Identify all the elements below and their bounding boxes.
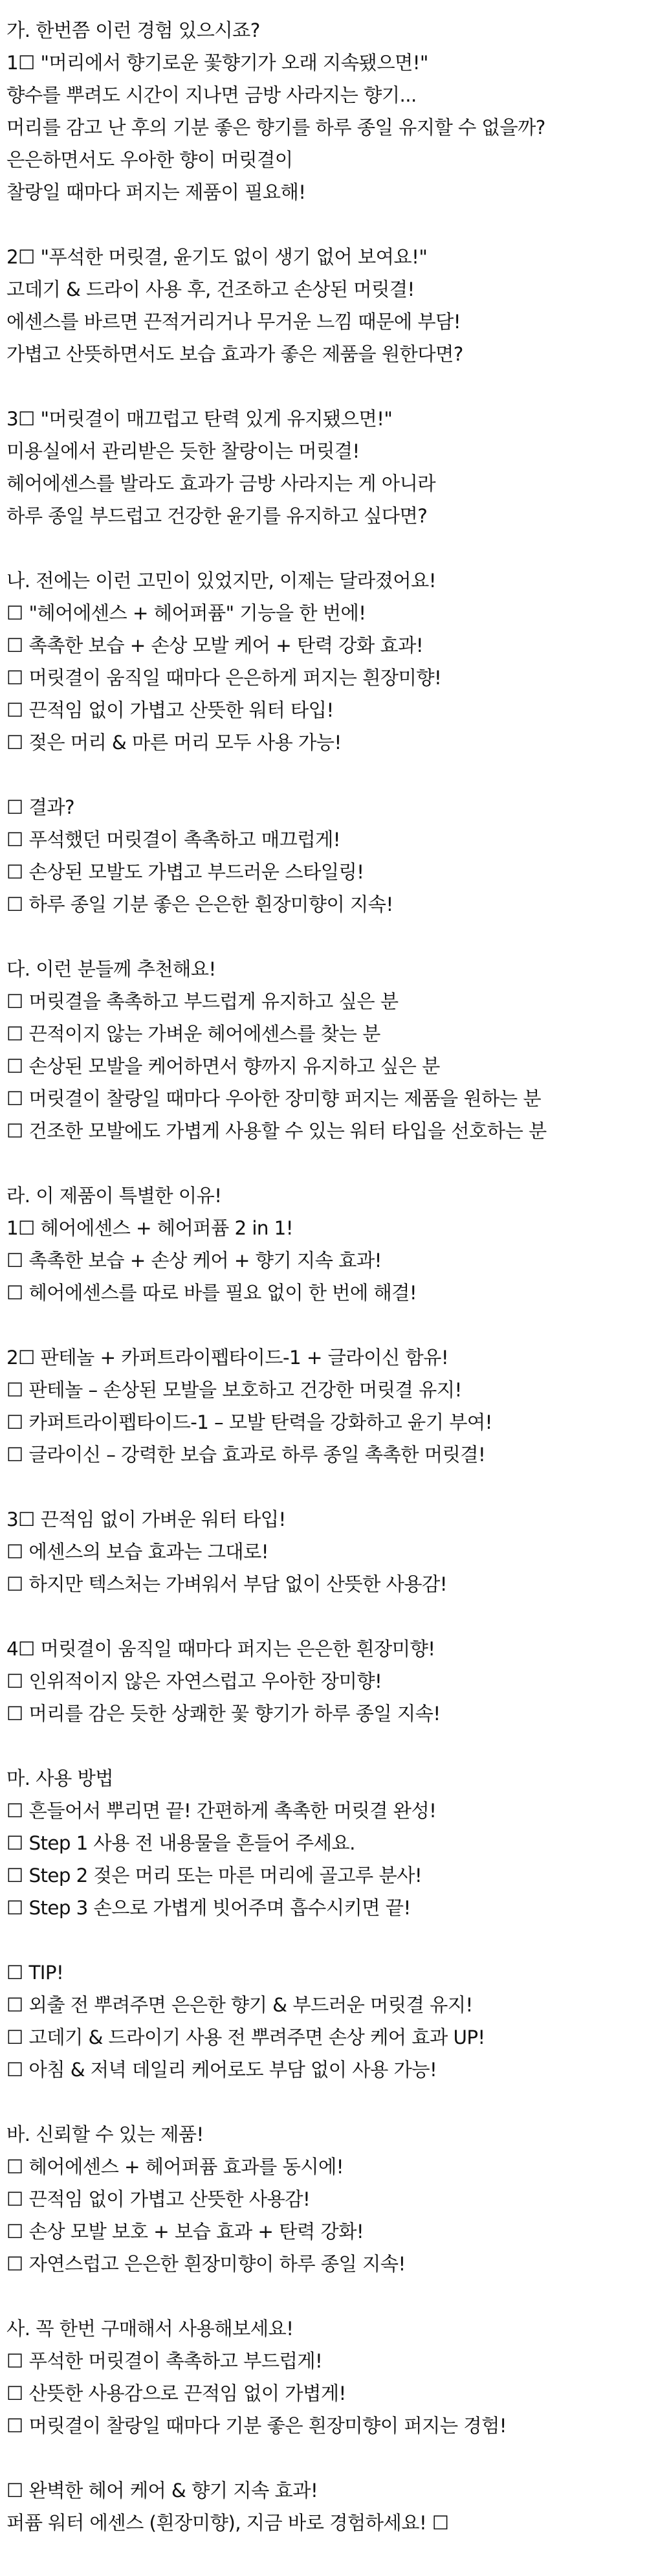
text-line: ☐ 글라이신 – 강력한 보습 효과로 하루 종일 촉촉한 머릿결!: [6, 1444, 486, 1466]
text-line: 다. 이런 분들께 추천해요!: [6, 958, 216, 980]
paragraph-10: [6, 1633, 644, 1730]
text-line: 찰랑일 때마다 퍼지는 제품이 필요해!: [6, 181, 306, 203]
text-line: 3☐ 끈적임 없이 가벼운 워터 타입!: [6, 1508, 286, 1530]
paragraph-9: [6, 1503, 644, 1600]
paragraph-7: [6, 1180, 644, 1309]
text-line: ☐ 완벽한 헤어 케어 & 향기 지속 효과!: [6, 2480, 318, 2502]
text-line: 4☐ 머릿결이 움직일 때마다 퍼지는 은은한 흰장미향!: [6, 1638, 435, 1660]
paragraph-gap: [6, 532, 644, 565]
text-line: 2☐ "푸석한 머릿결, 윤기도 없이 생기 없어 보여요!": [6, 246, 428, 268]
text-line: ☐ 헤어에센스 + 헤어퍼퓸 효과를 동시에!: [6, 2156, 344, 2178]
text-line: ☐ 머리를 감은 듯한 상쾌한 꽃 향기가 하루 종일 지속!: [6, 1703, 441, 1725]
text-line: 머리를 감고 난 후의 기분 좋은 향기를 하루 종일 유지할 수 없을까?: [6, 117, 545, 139]
text-line: ☐ Step 3 손으로 가볍게 빗어주며 흡수시키면 끝!: [6, 1897, 411, 1919]
text-line: 2☐ 판테놀 + 카퍼트라이펩타이드-1 + 글라이신 함유!: [6, 1347, 449, 1369]
text-line: 바. 신뢰할 수 있는 제품!: [6, 2123, 204, 2145]
text-line: ☐ 산뜻한 사용감으로 끈적임 없이 가볍게!: [6, 2382, 346, 2404]
paragraph-gap: [6, 1147, 644, 1180]
text-line: 퍼퓸 워터 에센스 (흰장미향), 지금 바로 경험하세요! ☐: [6, 2512, 449, 2534]
text-line: ☐ 아침 & 저녁 데일리 케어로도 부담 없이 사용 가능!: [6, 2059, 437, 2081]
text-line: 3☐ "머릿결이 매끄럽고 탄력 있게 유지됐으면!": [6, 408, 393, 430]
text-line: 헤어에센스를 발라도 효과가 금방 사라지는 게 아니라: [6, 473, 436, 495]
paragraph-gap: [6, 1924, 644, 1956]
text-line: ☐ 젖은 머리 & 마른 머리 모두 사용 가능!: [6, 732, 342, 754]
paragraph-6: [6, 953, 644, 1147]
text-line: ☐ 흔들어서 뿌리면 끝! 간편하게 촉촉한 머릿결 완성!: [6, 1800, 437, 1822]
text-line: ☐ 에센스의 보습 효과는 그대로!: [6, 1541, 269, 1563]
text-line: ☐ 고데기 & 드라이기 사용 전 뿌려주면 손상 케어 효과 UP!: [6, 2026, 485, 2048]
text-line: ☐ 촉촉한 보습 + 손상 케어 + 향기 지속 효과!: [6, 1249, 382, 1271]
text-line: 하루 종일 부드럽고 건강한 윤기를 유지하고 싶다면?: [6, 505, 428, 527]
text-line: ☐ 손상된 모발도 가볍고 부드러운 스타일링!: [6, 861, 364, 883]
product-description-document: [6, 14, 644, 2539]
text-line: ☐ 푸석했던 머릿결이 촉촉하고 매끄럽게!: [6, 829, 340, 851]
paragraph-2: [6, 241, 644, 370]
text-line: ☐ 하지만 텍스처는 가벼워서 부담 없이 산뜻한 사용감!: [6, 1573, 447, 1595]
paragraph-gap: [6, 208, 644, 241]
text-line: ☐ 손상 모발 보호 + 보습 효과 + 탄력 강화!: [6, 2221, 364, 2243]
text-line: 은은하면서도 우아한 향이 머릿결이: [6, 149, 293, 171]
paragraph-gap: [6, 1471, 644, 1503]
text-line: ☐ 머릿결이 찰랑일 때마다 기분 좋은 흰장미향이 퍼지는 경험!: [6, 2415, 507, 2437]
text-line: ☐ Step 1 사용 전 내용물을 흔들어 주세요.: [6, 1832, 355, 1854]
text-line: 1☐ "머리에서 향기로운 꽃향기가 오래 지속됐으면!": [6, 52, 428, 74]
text-line: ☐ 머릿결이 찰랑일 때마다 우아한 장미향 퍼지는 제품을 원하는 분: [6, 1088, 541, 1110]
paragraph-gap: [6, 1309, 644, 1341]
text-line: 향수를 뿌려도 시간이 지나면 금방 사라지는 향기...: [6, 84, 417, 106]
paragraph-15: [6, 2474, 644, 2539]
paragraph-14: [6, 2313, 644, 2442]
text-line: 사. 꼭 한번 구매해서 사용해보세요!: [6, 2318, 294, 2340]
text-line: ☐ 하루 종일 기분 좋은 은은한 흰장미향이 지속!: [6, 893, 393, 915]
text-line: ☐ 결과?: [6, 796, 74, 818]
paragraph-8: [6, 1341, 644, 1471]
text-line: ☐ 건조한 모발에도 가볍게 사용할 수 있는 워터 타입을 선호하는 분: [6, 1120, 547, 1142]
text-line: ☐ 머릿결이 움직일 때마다 은은하게 퍼지는 흰장미향!: [6, 667, 442, 689]
text-line: 미용실에서 관리받은 듯한 찰랑이는 머릿결!: [6, 440, 360, 462]
text-line: ☐ 푸석한 머릿결이 촉촉하고 부드럽게!: [6, 2350, 323, 2372]
paragraph-gap: [6, 2280, 644, 2313]
paragraph-11: [6, 1762, 644, 1924]
text-line: ☐ 끈적임 없이 가볍고 산뜻한 워터 타입!: [6, 699, 334, 721]
paragraph-gap: [6, 370, 644, 403]
text-line: 나. 전에는 이런 고민이 있었지만, 이제는 달라졌어요!: [6, 570, 436, 592]
text-line: 에센스를 바르면 끈적거리거나 무거운 느낌 때문에 부담!: [6, 311, 461, 333]
text-line: 라. 이 제품이 특별한 이유!: [6, 1185, 222, 1207]
paragraph-4: [6, 565, 644, 759]
paragraph-5: [6, 791, 644, 921]
paragraph-gap: [6, 2086, 644, 2118]
text-line: 고데기 & 드라이 사용 후, 건조하고 손상된 머릿결!: [6, 278, 415, 300]
paragraph-gap: [6, 1730, 644, 1762]
text-line: ☐ 자연스럽고 은은한 흰장미향이 하루 종일 지속!: [6, 2253, 406, 2275]
text-line: ☐ 인위적이지 않은 자연스럽고 우아한 장미향!: [6, 1670, 382, 1692]
text-line: ☐ 촉촉한 보습 + 손상 모발 케어 + 탄력 강화 효과!: [6, 634, 424, 656]
paragraph-1: [6, 14, 644, 208]
text-line: ☐ TIP!: [6, 1962, 64, 1984]
paragraph-12: [6, 1956, 644, 2086]
text-line: 가볍고 산뜻하면서도 보습 효과가 좋은 제품을 원한다면?: [6, 343, 463, 365]
paragraph-13: [6, 2118, 644, 2280]
text-line: ☐ 끈적임 없이 가볍고 산뜻한 사용감!: [6, 2188, 311, 2210]
text-line: 1☐ 헤어에센스 + 헤어퍼퓸 2 in 1!: [6, 1217, 293, 1239]
paragraph-gap: [6, 759, 644, 791]
paragraph-gap: [6, 921, 644, 953]
paragraph-gap: [6, 2442, 644, 2474]
text-line: ☐ 끈적이지 않는 가벼운 헤어에센스를 찾는 분: [6, 1023, 380, 1045]
paragraph-gap: [6, 1600, 644, 1633]
text-line: 마. 사용 방법: [6, 1767, 113, 1789]
text-line: 가. 한번쯤 이런 경험 있으시죠?: [6, 19, 260, 41]
text-line: ☐ 손상된 모발을 케어하면서 향까지 유지하고 싶은 분: [6, 1055, 440, 1077]
text-line: ☐ 카퍼트라이펩타이드-1 – 모발 탄력을 강화하고 윤기 부여!: [6, 1411, 492, 1433]
text-line: ☐ 판테놀 – 손상된 모발을 보호하고 건강한 머릿결 유지!: [6, 1379, 462, 1401]
text-line: ☐ Step 2 젖은 머리 또는 마른 머리에 골고루 분사!: [6, 1865, 422, 1887]
paragraph-3: [6, 403, 644, 532]
text-line: ☐ 헤어에센스를 따로 바를 필요 없이 한 번에 해결!: [6, 1282, 417, 1304]
text-line: ☐ 머릿결을 촉촉하고 부드럽게 유지하고 싶은 분: [6, 991, 399, 1013]
text-line: ☐ "헤어에센스 + 헤어퍼퓸" 기능을 한 번에!: [6, 602, 366, 624]
text-line: ☐ 외출 전 뿌려주면 은은한 향기 & 부드러운 머릿결 유지!: [6, 1994, 473, 2016]
